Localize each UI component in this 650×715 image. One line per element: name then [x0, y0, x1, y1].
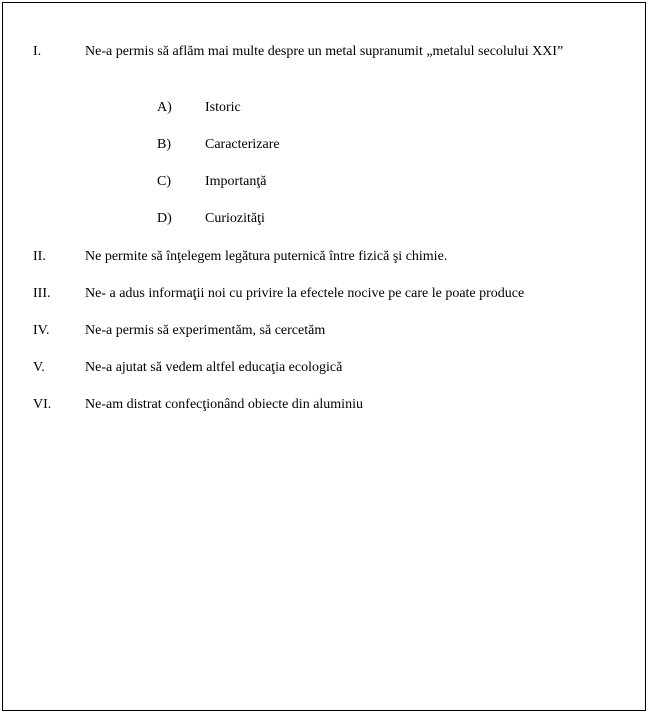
list-item-numeral: IV. [33, 323, 50, 338]
list-item-numeral: III. [33, 286, 51, 301]
list-item-text: Ne-a ajutat să vedem altfel educaţia ecologică [85, 360, 343, 375]
sub-list-item-text: Istoric [205, 100, 241, 115]
sub-list-item-text: Importanţă [205, 174, 267, 189]
list-item-text: Ne-a permis să aflăm mai multe despre un metal supranumit „metalul secolului XXI” [85, 44, 564, 59]
list-item-text: Ne-a permis să experimentăm, să cercetăm [85, 323, 326, 338]
sub-list-item-letter: C) [157, 174, 171, 189]
list-item-numeral: V. [33, 360, 45, 375]
sub-list-item-text: Curiozităţi [205, 211, 265, 226]
sub-list-item-letter: A) [157, 100, 172, 115]
list-item-numeral: I. [33, 44, 42, 59]
list-item-numeral: VI. [33, 397, 52, 412]
list-item-text: Ne- a adus informaţii noi cu privire la efectele nocive pe care le poate produce [85, 286, 525, 301]
sub-list-item-letter: D) [157, 211, 172, 226]
sub-list-item-letter: B) [157, 137, 171, 152]
sub-list-item-text: Caracterizare [205, 137, 280, 152]
list-item-text: Ne-am distrat confecţionând obiecte din aluminiu [85, 397, 363, 412]
list-item-text: Ne permite să înţelegem legătura puternică între fizică şi chimie. [85, 249, 448, 264]
list-item-numeral: II. [33, 249, 46, 264]
document-frame [2, 2, 646, 711]
